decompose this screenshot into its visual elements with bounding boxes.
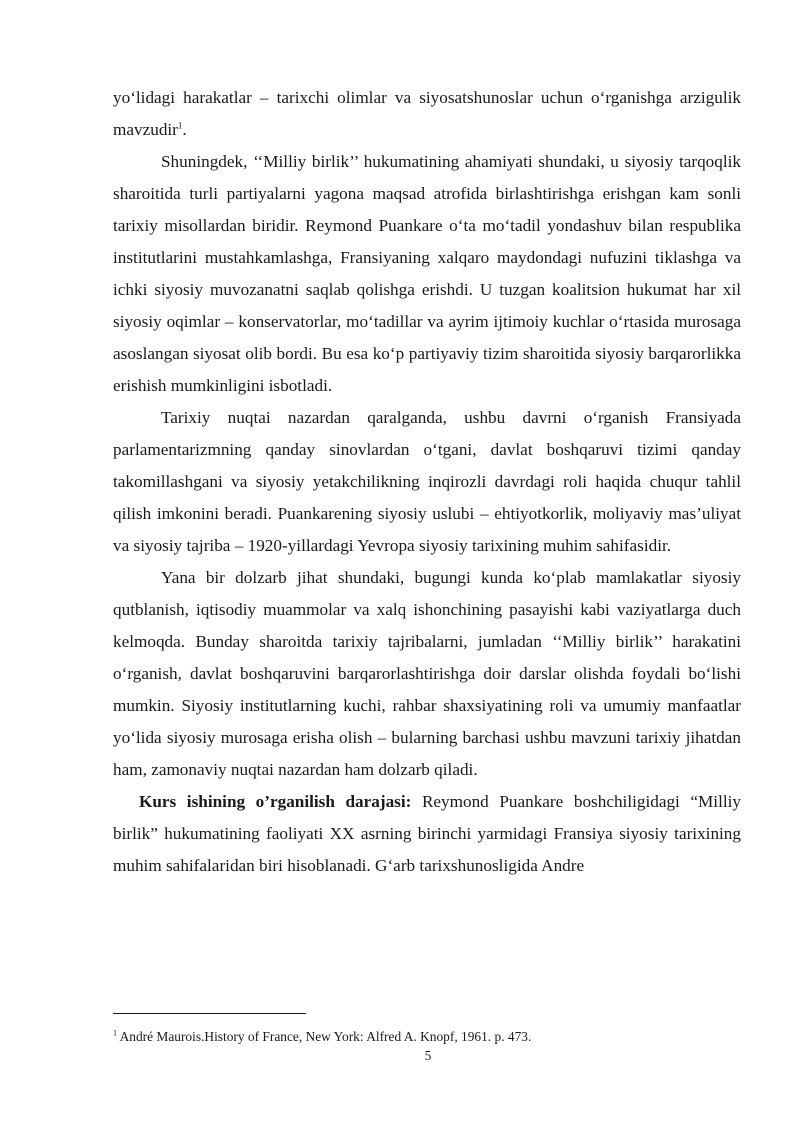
paragraph-continuation bbox=[113, 82, 741, 146]
page-number: 5 bbox=[424, 1048, 432, 1063]
paragraph-text: yo‘lidagi harakatlar – tarixchi olimlar va siyosatshunoslar uchun o‘rganishga arzigulik mavzudir bbox=[113, 88, 741, 139]
paragraph-text: Reymond Puankare boshchiligidagi “Milliy birlik” hukumatining faoliyati XX asrning birinchi yarmidagi Fransiya siyosiy tarixining muhim sahifalaridan biri hisoblanadi. G‘arb tarixshunosligida Andre bbox=[113, 792, 741, 875]
paragraph-end-punctuation: . bbox=[182, 120, 187, 139]
document-body bbox=[113, 82, 741, 882]
paragraph-study-level bbox=[113, 786, 741, 882]
footnote bbox=[113, 1028, 741, 1046]
footnote-marker: 1 bbox=[113, 1028, 117, 1038]
section-heading-inline: Kurs ishining o’rganilish darajasi: bbox=[139, 792, 412, 811]
paragraph-relevance: Yana bir dolzarb jihat shundaki, bugungi kunda ko‘plab mamlakatlar siyosiy qutblanish, iqtisodiy muammolar va xalq ishonchining pasayishi kabi vaziyatlarga duch kelmoqda. Bunday sharoitda tarixiy tajribalarni, jumladan ‘‘Milliy birlik’’ harakatini o‘rganish, davlat boshqaruvini barqarorlashtirishga doir darslar olishda foydali bo‘lishi mumkin. Siyosiy institutlarning kuchi, rahbar shaxsiyatining roli va umumiy manfaatlar yo‘lida siyosiy murosaga erisha olish – bularning barchasi ushbu mavzuni tarixiy jihatdan ham, zamonaviy nuqtai nazardan ham dolzarb qiladi. bbox=[113, 568, 741, 779]
footnote-reference[interactable]: 1 bbox=[177, 120, 183, 131]
paragraph-historical-perspective: Tarixiy nuqtai nazardan qaralganda, ushbu davrni o‘rganish Fransiyada parlamentarizmning qanday sinovlardan o‘tgani, davlat boshqaruvi tizimi qanday takomillashgani va siyosiy yetakchilikning inqirozli davrdagi roli haqida chuqur tahlil qilish imkonini beradi. Puankarening siyosiy uslubi – ehtiyotkorlik, moliyaviy mas’uliyat va siyosiy tajriba – 1920-yillardagi Yevropa siyosiy tarixining muhim sahifasidir. bbox=[113, 408, 741, 555]
paragraph-milliy-birlik-significance: Shuningdek, ‘‘Milliy birlik’’ hukumatining ahamiyati shundaki, u siyosiy tarqoqlik sharoitida turli partiyalarni yagona maqsad atrofida birlashtirishga erishgan kam sonli tarixiy misollardan biridir. Reymond Puankare o‘ta mo‘tadil yondashuv bilan respublika institutlarini mustahkamlashga, Fransiyaning xalqaro maydondagi nufuzini tiklashga va ichki siyosiy muvozanatni saqlab qolishga erishdi. U tuzgan koalitsion hukumat har xil siyosiy oqimlar – konservatorlar, mo‘tadillar va ayrim ijtimoiy kuchlar o‘rtasida murosaga asoslangan siyosat olib bordi. Bu esa ko‘p partiyaviy tizim sharoitida siyosiy barqarorlikka erishish mumkinligini isbotladi. bbox=[113, 152, 741, 395]
footnote-text: André Maurois.History of France, New York: Alfred A. Knopf, 1961. p. 473. bbox=[117, 1029, 532, 1044]
footnote-separator bbox=[113, 1013, 306, 1014]
